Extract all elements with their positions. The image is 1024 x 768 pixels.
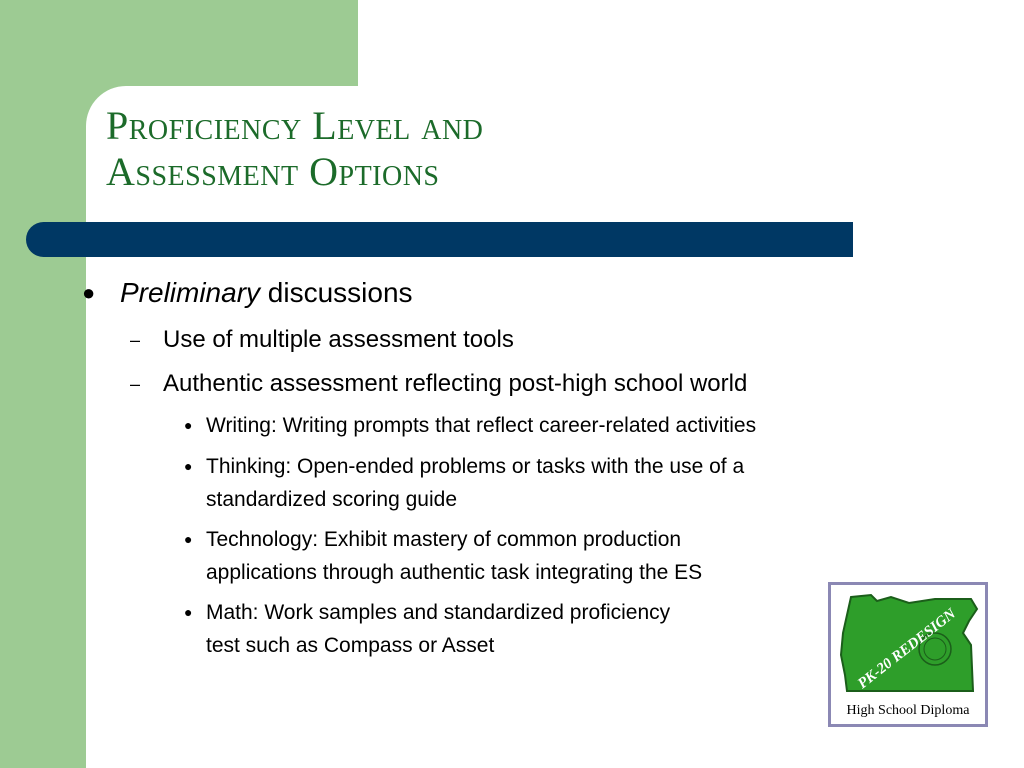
title-line-2: Assessment Options (106, 149, 440, 194)
title-line-1: Proficiency Level and (106, 103, 484, 148)
logo-caption: High School Diploma (846, 703, 970, 718)
bullet-line: Math: Work samples and standardized proficiency (206, 601, 671, 624)
sub-sub-bullet-text (206, 523, 886, 589)
bullet-line: standardized scoring guide (206, 488, 457, 511)
logo-map-text: PK-20 REDESIGN (854, 605, 960, 693)
sub-bullet-marker: – (130, 330, 141, 350)
sub-sub-bullet-text (206, 409, 886, 442)
bullet-text (120, 276, 413, 310)
sub-sub-bullet-text (206, 450, 886, 516)
bullet-line: Thinking: Open-ended problems or tasks with the use of a (206, 455, 745, 478)
bullet-plain-text: discussions (260, 277, 413, 308)
bullet-marker: ● (82, 280, 96, 305)
pk20-logo (828, 582, 988, 727)
bullet-line: test such as Compass or Asset (206, 634, 495, 657)
sub-sub-bullet-marker: ● (184, 604, 193, 620)
sub-bullet-text: Use of multiple assessment tools (163, 326, 514, 353)
bullet-line: Writing: Writing prompts that reflect career-related activities (206, 414, 757, 437)
bullet-line: Technology: Exhibit mastery of common production (206, 528, 682, 551)
sub-bullet-marker: – (130, 374, 141, 394)
oregon-map-icon (831, 585, 985, 701)
sub-sub-bullet-marker: ● (184, 531, 193, 547)
sub-sub-bullet-text (206, 596, 886, 662)
sub-sub-bullet-marker: ● (184, 417, 193, 433)
sub-sub-bullet-marker: ● (184, 458, 193, 474)
bullet-line: applications through authentic task integrating the ES (206, 561, 703, 584)
sub-bullet-text: Authentic assessment reflecting post-high school world (163, 370, 748, 397)
bullet-italic-text: Preliminary (120, 277, 261, 308)
